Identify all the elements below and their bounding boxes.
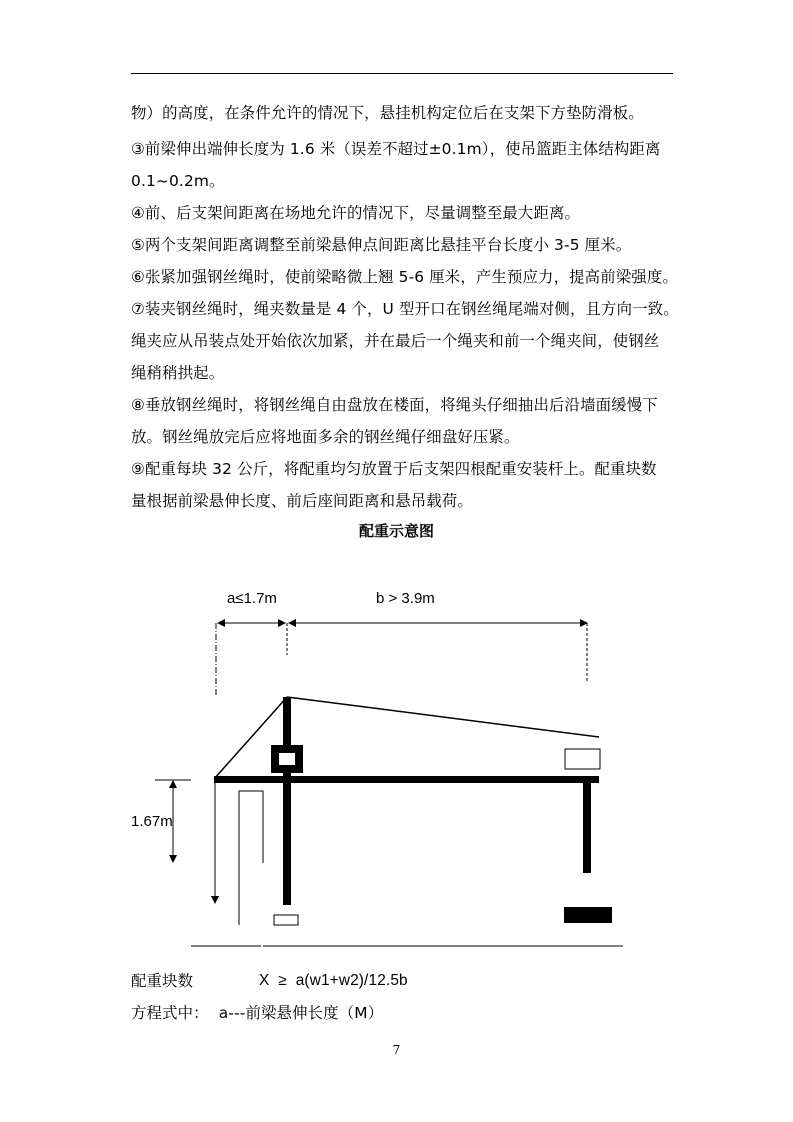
paragraph-line: 绳夹应从吊装点处开始依次加紧，并在最后一个绳夹和前一个绳夹间，使钢丝 xyxy=(131,332,660,350)
formula-line xyxy=(131,971,673,991)
dimension-label-b: b > 3.9m xyxy=(376,590,435,607)
paragraph-line: ④前、后支架间距离在场地允许的情况下，尽量调整至最大距离。 xyxy=(131,204,581,222)
paragraph-line: 量根据前梁悬伸长度、前后座间距离和悬吊载荷。 xyxy=(131,492,473,510)
formula-legend: 方程式中： a---前梁悬伸长度（M） xyxy=(131,1004,384,1022)
front-base-pad xyxy=(274,915,298,925)
formula-label: 配重块数 xyxy=(131,972,194,990)
paragraph-line: ⑧垂放钢丝绳时，将钢丝绳自由盘放在楼面，将绳头仔细抽出后沿墙面缓慢下 xyxy=(131,396,658,414)
rear-column xyxy=(583,783,591,873)
page-number: 7 xyxy=(392,1043,401,1057)
formula-expression: X ≥ a(w1+w2)/12.5b xyxy=(259,972,408,989)
paragraph-line: ⑦装夹钢丝绳时，绳夹数量是 4 个，U 型开口在钢丝绳尾端对侧，且方向一致。 xyxy=(131,300,679,318)
paragraph-line: ⑥张紧加强钢丝绳时，使前梁略微上翘 5-6 厘米，产生预应力，提高前梁强度。 xyxy=(131,268,678,286)
front-beam xyxy=(214,776,599,783)
paragraph-line: ⑤两个支架间距离调整至前梁悬伸点间距离比悬挂平台长度小 3-5 厘米。 xyxy=(131,236,632,254)
paragraph-line: ③前梁伸出端伸长度为 1.6 米（误差不超过±0.1m），使吊篮距主体结构距离 xyxy=(131,140,661,158)
front-column xyxy=(283,697,291,905)
dimension-label-a: a≤1.7m xyxy=(227,590,277,607)
paragraph-line: 0.1~0.2m。 xyxy=(131,172,225,190)
suspended-platform xyxy=(239,791,263,925)
rear-box xyxy=(565,749,600,769)
paragraph-line: ⑨配重每块 32 公斤，将配重均匀放置于后支架四根配重安装杆上。配重块数 xyxy=(131,460,657,478)
paragraph-line: 绳稍稍拱起。 xyxy=(131,364,225,382)
dimension-label-height: 1.67m xyxy=(131,813,173,830)
figure-title: 配重示意图 xyxy=(358,522,434,540)
counterweight-block xyxy=(564,907,612,923)
paragraph-line: 物）的高度，在条件允许的情况下，悬挂机构定位后在支架下方垫防滑板。 xyxy=(131,104,644,122)
paragraph-line: 放。钢丝绳放完后应将地面多余的钢丝绳仔细盘好压紧。 xyxy=(131,428,520,446)
column-clamp-window xyxy=(279,753,295,765)
tension-cable xyxy=(287,697,599,737)
